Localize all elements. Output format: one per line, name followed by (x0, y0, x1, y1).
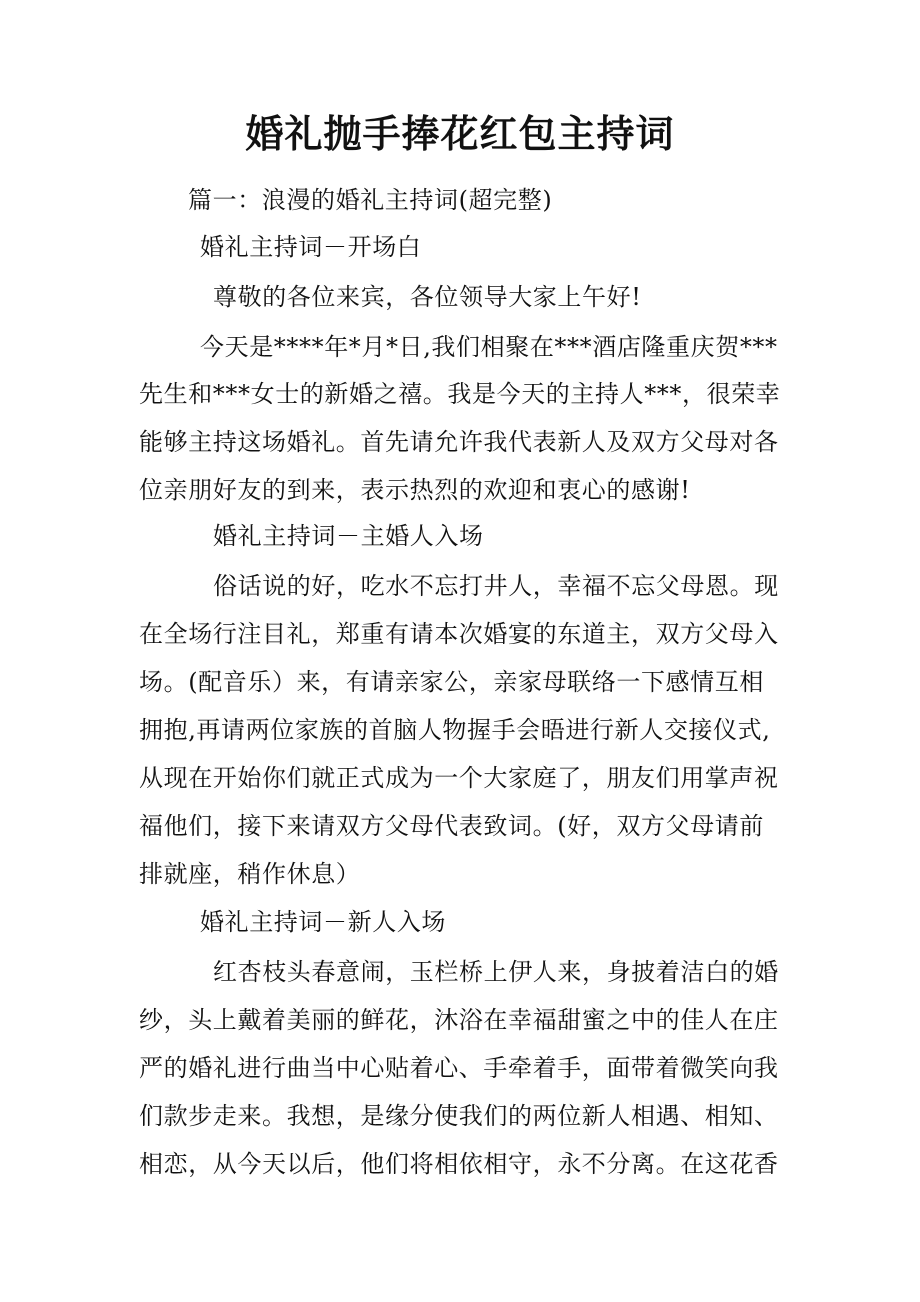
document-title: 婚礼抛手捧花红包主持词 (245, 111, 675, 156)
paragraph-line: 尊敬的各位来宾，各位领导大家上午好! (213, 283, 642, 311)
paragraph-line: 今天是****年*月*日,我们相聚在***酒店隆重庆贺*** (200, 333, 778, 361)
paragraph-line: 俗话说的好，吃水不忘打井人，幸福不忘父母恩。现 (213, 572, 779, 600)
paragraph-line: 红杏枝头春意闹，玉栏桥上伊人来，身披着洁白的婚 (213, 958, 779, 986)
paragraph-line: 从现在开始你们就正式成为一个大家庭了，朋友们用掌声祝 (139, 764, 779, 792)
paragraph-line: 严的婚礼进行曲当中心贴着心、手牵着手，面带着微笑向我 (139, 1054, 779, 1082)
paragraph-line: 福他们，接下来请双方父母代表致词。(好，双方父母请前 (139, 812, 764, 840)
subheading-couple: 婚礼主持词－新人入场 (200, 908, 446, 936)
paragraph-line: 能够主持这场婚礼。首先请允许我代表新人及双方父母对各 (139, 428, 779, 456)
subheading-host: 婚礼主持词－主婚人入场 (213, 522, 484, 550)
section-heading: 篇一：浪漫的婚礼主持词(超完整) (188, 186, 553, 214)
paragraph-line: 先生和***女士的新婚之禧。我是今天的主持人***，很荣幸 (139, 380, 781, 408)
paragraph-line: 排就座，稍作休息） (139, 860, 361, 888)
paragraph-line: 拥抱,再请两位家族的首脑人物握手会晤进行新人交接仪式, (139, 716, 771, 744)
paragraph-line: 相恋，从今天以后，他们将相依相守，永不分离。在这花香 (139, 1150, 779, 1178)
paragraph-line: 纱，头上戴着美丽的鲜花，沐浴在幸福甜蜜之中的佳人在庄 (139, 1006, 779, 1034)
subheading-opening: 婚礼主持词－开场白 (200, 233, 422, 261)
paragraph-line: 在全场行注目礼，郑重有请本次婚宴的东道主，双方父母入 (139, 620, 779, 648)
paragraph-line: 位亲朋好友的到来，表示热烈的欢迎和衷心的感谢! (139, 476, 691, 504)
paragraph-line: 场。(配音乐）来，有请亲家公，亲家母联络一下感情互相 (139, 668, 764, 696)
paragraph-line: 们款步走来。我想，是缘分使我们的两位新人相遇、相知、 (139, 1102, 779, 1130)
